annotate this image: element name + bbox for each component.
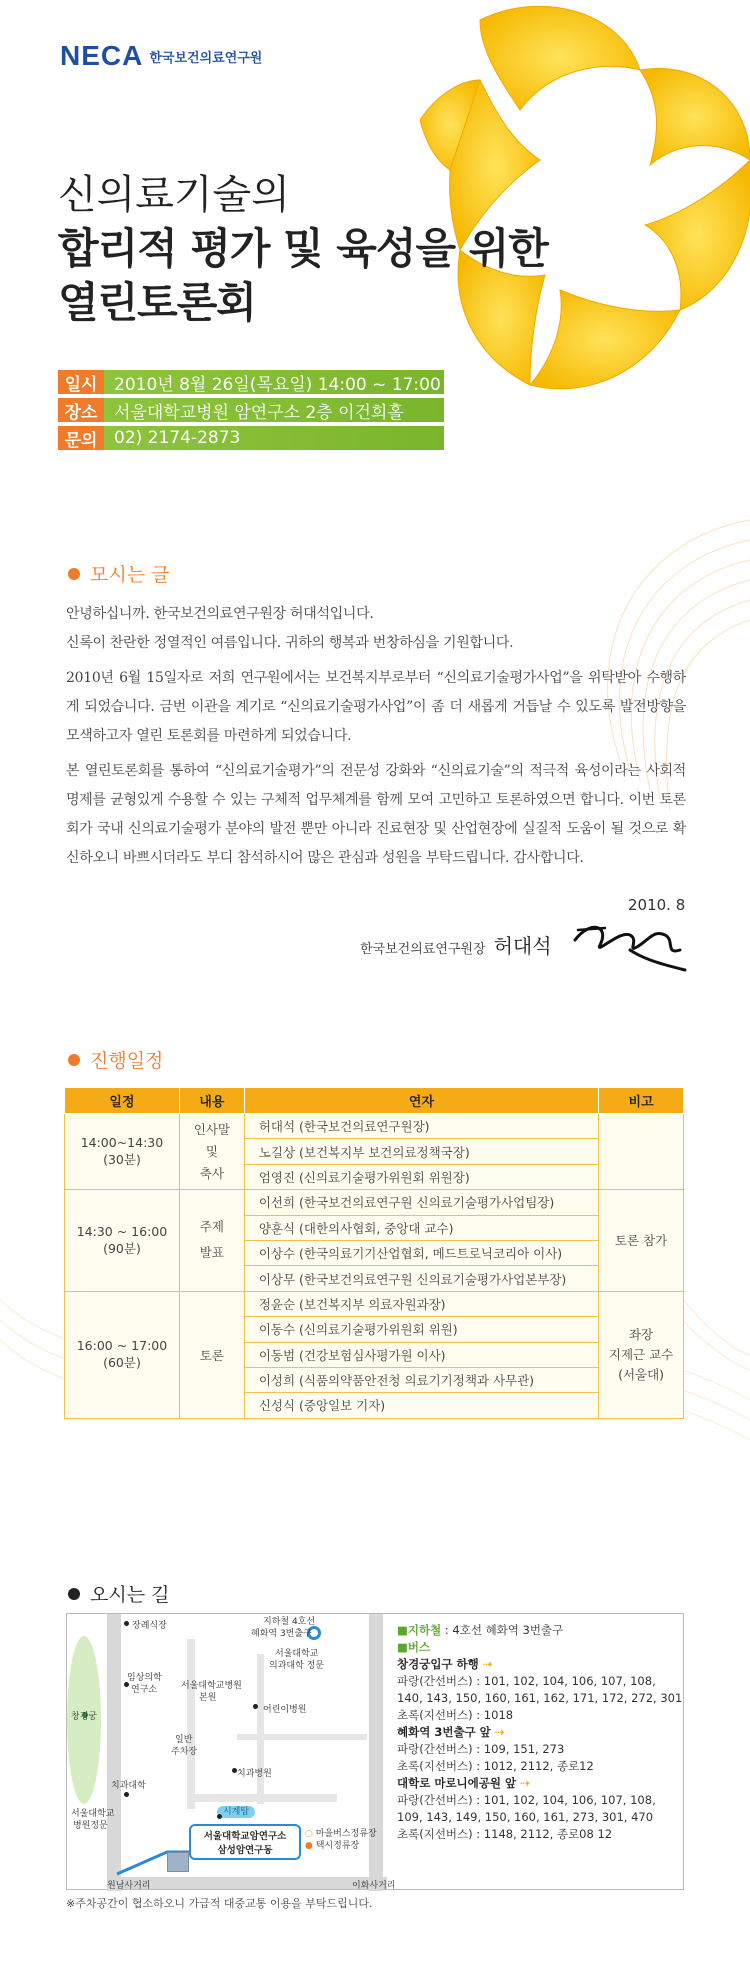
schedule-heading (68, 1046, 163, 1073)
map-label: 병원정문 (73, 1821, 108, 1831)
note-text: 토론 참가 (614, 1233, 668, 1249)
transit-line-extra: : 4호선 혜화역 3번출구 (441, 1623, 564, 1637)
content-text: 토론 (199, 1347, 224, 1363)
speaker-cell: 이동수 (신의료기술평가위원회 위원) (244, 1317, 598, 1342)
time-text: 14:00~14:30 (80, 1135, 164, 1151)
column-header: 일정 (65, 1088, 180, 1114)
speaker-cell: 이상무 (한국보건의료연구원 신의료기술평가사업본부장) (244, 1266, 598, 1291)
signature-image (570, 900, 690, 980)
table-row (65, 1291, 684, 1316)
directions-heading (68, 1580, 169, 1607)
transit-line (397, 1639, 682, 1656)
transit-line (397, 1809, 682, 1826)
transit-line (397, 1690, 682, 1707)
note-text: 지제근 교수 (608, 1346, 674, 1362)
poi-dot (217, 1814, 222, 1819)
legend-taxi: ● 택시정류장 (305, 1841, 360, 1851)
map-label: 서울대학교 (275, 1649, 319, 1659)
content-text: 주제 (199, 1219, 224, 1235)
invitation-heading-text: 모시는 글 (90, 564, 170, 586)
note-cell (599, 1190, 684, 1292)
transit-line (397, 1673, 682, 1690)
letter-paragraph: 2010년 6월 15일자로 저희 연구원에서는 보건복지부로부터 “신의료기술평가사업”을 위탁받아 수행하게 되었습니다. 금번 이관을 계기로 “신의료기술평가사업”이 좀 더 새롭게 거듭날 수 있도록 발전방향을 모색하고자 열린 토론회를 마련하게 되었습니다. (66, 670, 686, 744)
letter-signer (360, 930, 552, 959)
destination-text: 서울대학교암연구소 (203, 1831, 287, 1842)
transit-line-text: 109, 143, 149, 150, 160, 161, 273, 301, 470 (397, 1810, 654, 1824)
letter-date: 2010. 8 (628, 896, 686, 914)
map-label: 치과병원 (237, 1769, 272, 1779)
transit-line (397, 1656, 682, 1673)
map-label: 지하철 4호선 (263, 1617, 316, 1627)
destination-label (189, 1824, 301, 1860)
arrow-icon: ⇢ (490, 1725, 505, 1739)
note-text: (서울대) (618, 1366, 665, 1382)
transit-line-text: ■지하철 (397, 1623, 442, 1637)
bullet-dot (68, 1588, 80, 1600)
page-title (58, 168, 578, 330)
info-value: 2010년 8월 26일(목요일) 14:00 ~ 17:00 (104, 370, 444, 394)
time-text: 14:30 ~ 16:00 (76, 1223, 168, 1239)
transit-line-text: 초록(지선버스) : 1018 (397, 1708, 514, 1722)
note-cell (599, 1291, 684, 1418)
location-map (66, 1613, 684, 1890)
info-label: 문의 (58, 426, 104, 450)
transit-line-text: 파랑(간선버스) : 101, 102, 104, 106, 107, 108, (397, 1674, 656, 1688)
destination-text: 삼성암연구동 (217, 1845, 273, 1856)
transit-line-text: 140, 143, 150, 160, 161, 162, 171, 172, 272, 301 (397, 1691, 683, 1705)
transit-line (397, 1622, 682, 1639)
speaker-cell: 신성식 (중앙일보 기자) (244, 1393, 598, 1418)
bullet-dot (68, 568, 80, 580)
speaker-cell: 노길상 (보건복지부 보건의료정책국장) (244, 1139, 598, 1164)
duration-text: (30분) (103, 1152, 141, 1168)
title-line-2: 합리적 평가 및 육성을 위한 (58, 224, 548, 273)
legend-taxi-text: 택시정류장 (315, 1841, 360, 1851)
title-line-1: 신의료기술의 (58, 172, 290, 218)
directions-heading-text: 오시는 길 (90, 1584, 170, 1606)
map-label: 연구소 (131, 1685, 158, 1695)
map-label: 의과대학 정문 (269, 1661, 325, 1671)
map-label: 원남사거리 (107, 1881, 151, 1891)
transit-line (397, 1826, 682, 1843)
map-label: 일반 (175, 1735, 193, 1745)
duration-text: (90분) (103, 1240, 141, 1256)
note-cell (599, 1114, 684, 1190)
bullet-dot (68, 1054, 80, 1066)
parking-footnote: ※주차공간이 협소하오니 가급적 대중교통 이용을 부탁드립니다. (66, 1897, 373, 1910)
column-header: 비고 (599, 1088, 684, 1114)
speaker-cell: 정윤순 (보건복지부 의료자원과장) (244, 1291, 598, 1316)
map-label: 서울대학교병원 (181, 1681, 242, 1691)
transit-line-text: 초록(지선버스) : 1148, 2112, 종로08 12 (397, 1827, 613, 1841)
transit-line (397, 1775, 682, 1792)
content-text: 인사말 (193, 1121, 230, 1137)
signer-name: 허대석 (493, 934, 552, 958)
transit-line-text: 파랑(간선버스) : 109, 151, 273 (397, 1742, 565, 1756)
transit-info (397, 1622, 682, 1843)
table-row (65, 1114, 684, 1139)
speaker-cell: 이성희 (식품의약품안전청 의료기기정책과 사무관) (244, 1367, 598, 1392)
content-text: 축사 (199, 1165, 224, 1181)
info-date-row (58, 370, 444, 394)
map-label: 치과대학 (111, 1781, 146, 1791)
map-label: 본원 (199, 1693, 217, 1703)
content-text: 발표 (199, 1245, 224, 1261)
map-label: 서울대학교 (71, 1809, 115, 1819)
time-cell (65, 1190, 180, 1292)
speaker-cell: 양훈식 (대한의사협회, 중앙대 교수) (244, 1215, 598, 1240)
time-cell (65, 1114, 180, 1190)
info-contact-row (58, 426, 444, 450)
title-line-3: 열린토론회 (58, 278, 256, 327)
transit-line (397, 1792, 682, 1809)
info-value: 서울대학교병원 암연구소 2층 이건희홀 (104, 398, 444, 422)
logo-mark: NECA (60, 40, 144, 71)
transit-line-text: ■버스 (397, 1640, 431, 1654)
duration-text: (60분) (103, 1355, 141, 1371)
speaker-cell: 이상수 (한국의료기기산업협회, 메드트로닉코리아 이사) (244, 1240, 598, 1265)
map-label: 주차장 (171, 1747, 198, 1757)
content-cell (179, 1291, 244, 1418)
transit-line-text: 대학로 마로니에공원 앞 (397, 1776, 517, 1790)
time-cell (65, 1291, 180, 1418)
schedule-heading-text: 진행일정 (90, 1050, 164, 1072)
transit-line (397, 1707, 682, 1724)
info-label: 장소 (58, 398, 104, 422)
letter-paragraph: 안녕하십니까. 한국보건의료연구원장 허대석입니다. 신록이 찬란한 정열적인 여름입니다. 귀하의 행복과 번창하심을 기원합니다. (66, 606, 514, 651)
content-text: 및 (205, 1143, 218, 1159)
transit-line-text: 초록(지선버스) : 1012, 2112, 종로12 (397, 1759, 594, 1773)
map-label: 어린이병원 (263, 1705, 307, 1715)
info-value: 02) 2174-2873 (104, 426, 444, 450)
column-header: 연자 (244, 1088, 598, 1114)
map-label: 임상의학 (127, 1673, 162, 1683)
poi-dot (253, 1704, 258, 1709)
content-cell (179, 1114, 244, 1190)
poi-dot (124, 1621, 129, 1626)
transit-line (397, 1724, 682, 1741)
content-cell (179, 1190, 244, 1292)
transit-line-text: 창경궁입구 하행 (397, 1657, 479, 1671)
table-header-row (65, 1088, 684, 1114)
schedule-table (64, 1087, 684, 1419)
transit-line-text: 혜화역 3번출구 앞 (397, 1725, 491, 1739)
invitation-heading (68, 560, 169, 587)
speaker-cell: 이선희 (한국보건의료연구원 신의료기술평가사업팀장) (244, 1190, 598, 1215)
speaker-cell: 허대석 (한국보건의료연구원장) (244, 1114, 598, 1139)
map-label: 이화사거리 (352, 1881, 396, 1891)
building-icon (167, 1852, 189, 1872)
map-label: 혜화역 3번출구 (251, 1629, 312, 1639)
legend-bus: ○ 마을버스정류장 (305, 1829, 377, 1839)
note-text: 좌장 (628, 1326, 654, 1342)
arrow-icon: ⇢ (516, 1776, 530, 1790)
speaker-cell: 엄영진 (신의료기술평가위원회 위원장) (244, 1164, 598, 1189)
neca-logo (60, 40, 262, 72)
clocktower-label: 시계탑 (217, 1806, 255, 1818)
time-text: 16:00 ~ 17:00 (76, 1338, 168, 1354)
signer-title: 한국보건의료연구원장 (360, 942, 486, 957)
info-place-row (58, 398, 444, 422)
legend-bus-text: 마을버스정류장 (315, 1829, 377, 1839)
poi-dot (124, 1792, 129, 1797)
logo-org-name: 한국보건의료연구원 (149, 50, 263, 66)
letter-paragraph: 본 열린토론회를 통하여 “신의료기술평가”의 전문성 강화와 “신의료기술”의 적극적 육성이라는 사회적 명제를 균형있게 수용할 수 있는 구체적 업무체계를 함께 모여 고민하고 토론하였으면 합니다. 이번 토론회가 국내 신의료기술평가 분야의 발전 뿐만 아니라 진료현장 및 산업현장에 실질적 도움이 될 것으로 확신하오니 바쁘시더라도 부디 참석하시어 많은 관심과 성원을 부탁드립니다. 감사합니다. (66, 763, 686, 866)
arrow-icon: ⇢ (478, 1657, 493, 1671)
table-row (65, 1190, 684, 1215)
transit-line (397, 1758, 682, 1775)
transit-line (397, 1741, 682, 1758)
map-label: 창경궁 (71, 1712, 98, 1722)
info-label: 일시 (58, 370, 104, 394)
column-header: 내용 (179, 1088, 244, 1114)
transit-line-text: 파랑(간선버스) : 101, 102, 104, 106, 107, 108, (397, 1793, 656, 1807)
invitation-letter (66, 600, 686, 879)
speaker-cell: 이동범 (건강보험심사평가원 이사) (244, 1342, 598, 1367)
map-label: 장례식장 (132, 1621, 167, 1631)
